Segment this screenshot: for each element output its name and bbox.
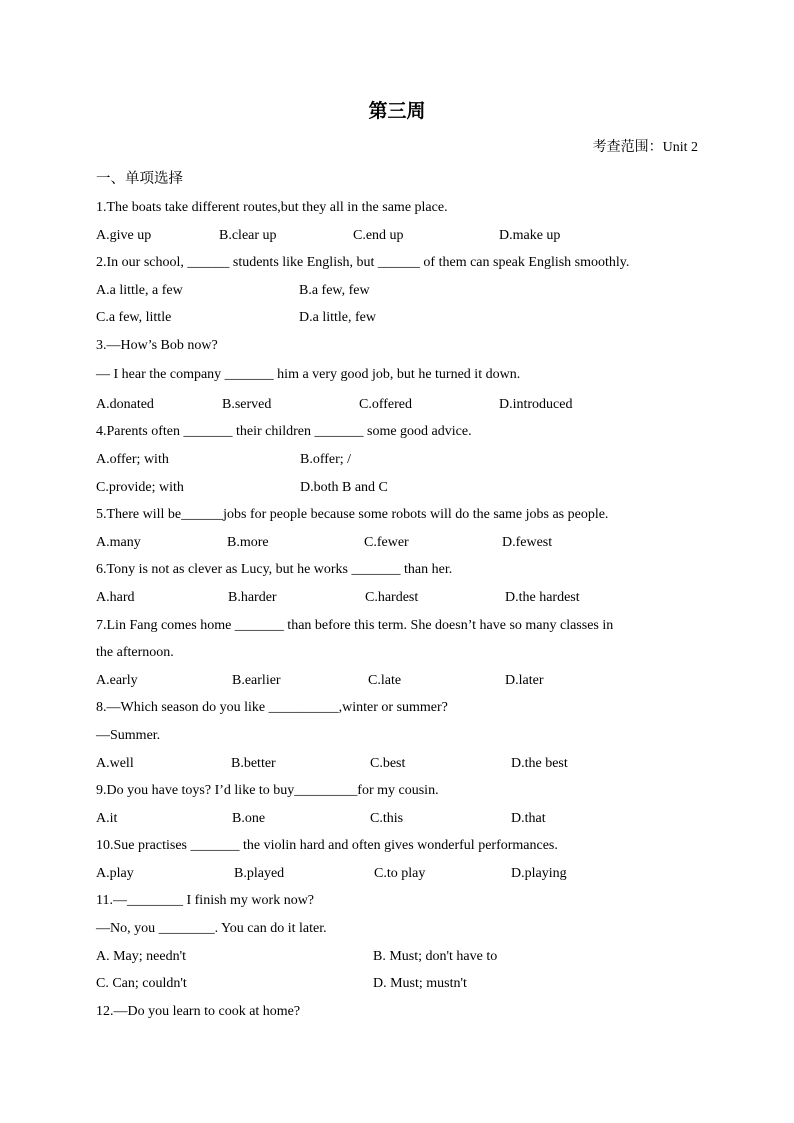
- option-c: C.a few, little: [96, 310, 172, 325]
- option-c: C. Can; couldn't: [96, 976, 187, 991]
- option-a: A.many: [96, 535, 141, 550]
- option-c: C.best: [370, 756, 406, 771]
- option-d: D. Must; mustn't: [373, 976, 467, 991]
- option-d: D.fewest: [502, 535, 553, 550]
- option-a: A.well: [96, 756, 134, 771]
- option-d: D.that: [511, 811, 546, 826]
- exam-scope: 考查范围：Unit 2: [592, 140, 698, 155]
- option-b: B.played: [234, 866, 285, 881]
- option-c: C.late: [368, 673, 402, 688]
- option-c: C.fewer: [364, 535, 409, 550]
- option-a: A.hard: [96, 590, 135, 605]
- question-stem: 9.Do you have toys? I’d like to buy_________for my cousin.: [96, 783, 439, 798]
- option-b: B.offer; /: [300, 452, 352, 467]
- option-b: B.served: [222, 397, 272, 412]
- option-a: A.it: [96, 811, 118, 826]
- option-a: A.a little, a few: [96, 283, 183, 298]
- option-b: B.a few, few: [299, 283, 370, 298]
- option-c: C.hardest: [365, 590, 419, 605]
- option-d: D.introduced: [499, 397, 573, 412]
- question-stem: 3.—How’s Bob now?: [96, 338, 218, 353]
- question-stem: 7.Lin Fang comes home _______ than before this term. She doesn’t have so many classes in: [96, 618, 614, 633]
- question-stem: 5.There will be______jobs for people because some robots will do the same jobs as people.: [96, 507, 609, 522]
- option-b: B. Must; don't have to: [373, 949, 498, 964]
- option-d: D.the hardest: [505, 590, 580, 605]
- question-stem: 4.Parents often _______ their children _______ some good advice.: [96, 424, 472, 439]
- page-title: 第三周: [368, 100, 426, 122]
- option-c: C.to play: [374, 866, 426, 881]
- option-d: D.the best: [511, 756, 568, 771]
- option-b: B.better: [231, 756, 276, 771]
- section-heading: 一、单项选择: [96, 171, 183, 187]
- option-d: D.make up: [499, 228, 561, 243]
- option-b: B.more: [227, 535, 269, 550]
- question-stem: —No, you ________. You can do it later.: [96, 921, 327, 936]
- option-b: B.one: [232, 811, 266, 826]
- option-c: C.provide; with: [96, 480, 184, 495]
- option-d: D.playing: [511, 866, 567, 881]
- option-c: C.offered: [359, 397, 412, 412]
- question-stem: 1.The boats take different routes,but they all in the same place.: [96, 200, 448, 215]
- option-a: A.play: [96, 866, 134, 881]
- option-a: A. May; needn't: [96, 949, 187, 964]
- option-a: A.early: [96, 673, 138, 688]
- option-d: D.a little, few: [299, 310, 376, 325]
- question-stem: — I hear the company _______ him a very good job, but he turned it down.: [96, 367, 521, 382]
- option-a: A.donated: [96, 397, 154, 412]
- question-stem: the afternoon.: [96, 645, 174, 660]
- option-d: D.both B and C: [300, 480, 388, 495]
- option-d: D.later: [505, 673, 544, 688]
- question-stem: 8.—Which season do you like __________,winter or summer?: [96, 700, 448, 715]
- option-b: B.earlier: [232, 673, 281, 688]
- question-stem: 11.—________ I finish my work now?: [96, 893, 315, 908]
- option-b: B.clear up: [219, 228, 277, 243]
- option-a: A.give up: [96, 228, 152, 243]
- option-c: C.this: [370, 811, 404, 826]
- option-b: B.harder: [228, 590, 277, 605]
- question-stem: 10.Sue practises _______ the violin hard and often gives wonderful performances.: [96, 838, 558, 853]
- option-c: C.end up: [353, 228, 404, 243]
- question-stem: 6.Tony is not as clever as Lucy, but he works _______ than her.: [96, 562, 453, 577]
- question-stem: 2.In our school, ______ students like English, but ______ of them can speak English smoothly.: [96, 255, 630, 270]
- question-stem: 12.—Do you learn to cook at home?: [96, 1004, 301, 1019]
- option-a: A.offer; with: [96, 452, 169, 467]
- question-stem: —Summer.: [96, 728, 161, 743]
